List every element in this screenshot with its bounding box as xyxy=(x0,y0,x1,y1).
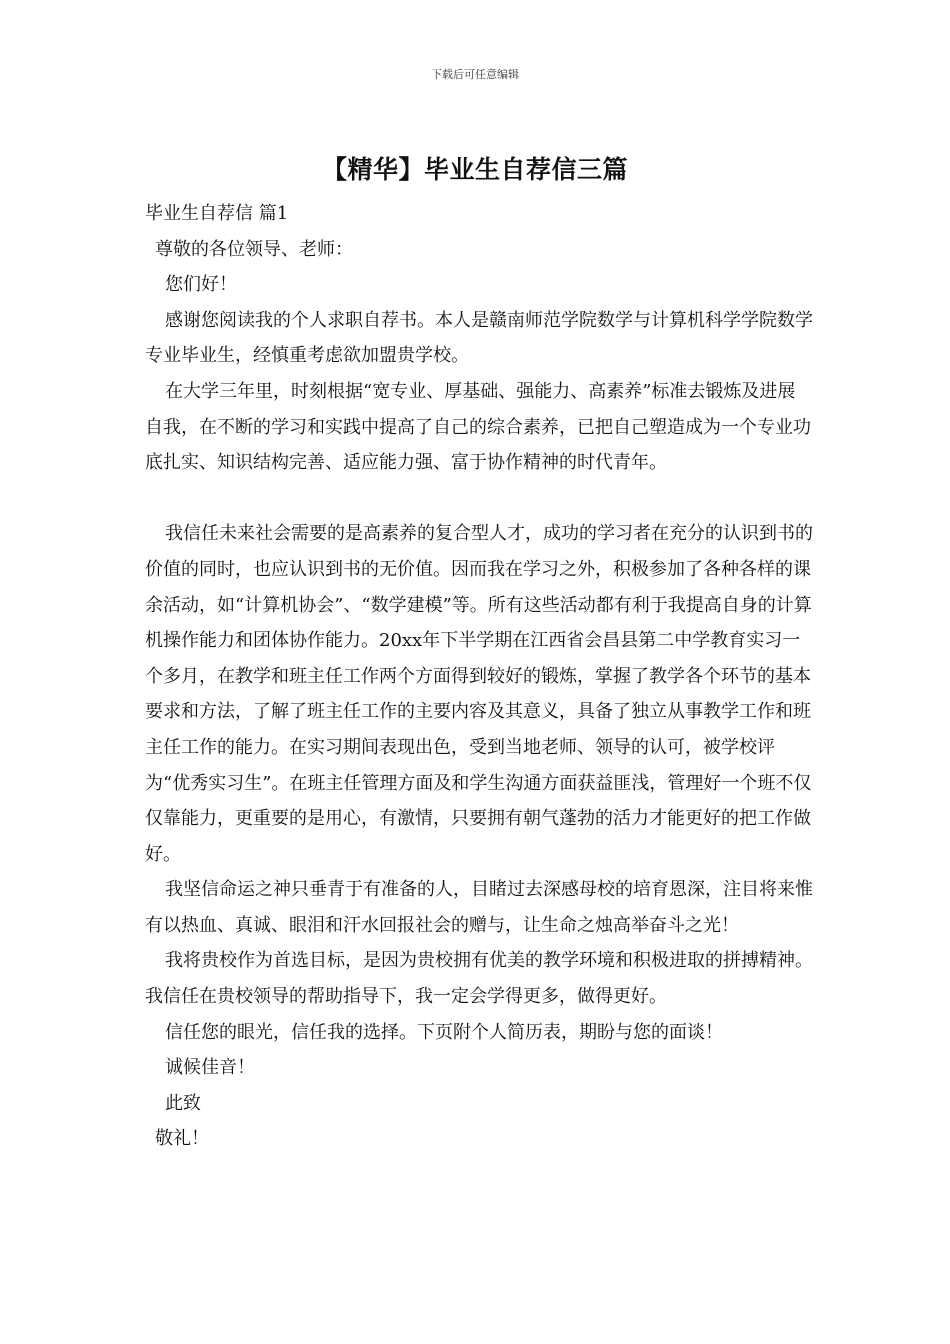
paragraph: 我坚信命运之神只垂青于有准备的人，目睹过去深感母校的培育恩深，注目将来惟有以热血、真诚、眼泪和汗水回报社会的赠与，让生命之烛高举奋斗之光！ xyxy=(145,879,813,936)
closing-li: 敬礼！ xyxy=(155,1128,209,1150)
paragraph: 信任您的眼光，信任我的选择。下页附个人简历表，期盼与您的面谈！ xyxy=(165,1021,723,1043)
closing-wait: 诚候佳音！ xyxy=(165,1057,255,1079)
paragraph: 在大学三年里，时刻根据“宽专业、厚基础、强能力、高素养”标准去锻炼及进展自我，在不断的学习和实践中提高了自己的综合素养，已把自己塑造成为一个专业功底扎实、知识结构完善、适应能力强、富于协作精神的时代青年。 xyxy=(145,380,811,474)
header-note: 下载后可任意编辑 xyxy=(431,68,519,81)
paragraph: 我将贵校作为首选目标，是因为贵校拥有优美的教学环境和积极进取的拼搏精神。我信任在贵校领导的帮助指导下，我一定会学得更多，做得更好。 xyxy=(145,950,813,1008)
letter-body xyxy=(145,196,813,1157)
document-title: 【精华】毕业生自荐信三篇 xyxy=(321,155,628,184)
paragraph: 感谢您阅读我的个人求职自荐书。本人是赣南师范学院数学与计算机科学学院数学专业毕业生，经慎重考虑欲加盟贵学校。 xyxy=(145,309,813,367)
section-heading: 毕业生自荐信 篇1 xyxy=(145,203,289,224)
paragraph: 我信任未来社会需要的是高素养的复合型人才，成功的学习者在充分的认识到书的价值的同时，也应认识到书的无价值。因而我在学习之外，积极参加了各种各样的课余活动，如“计算机协会”、“数学建模”等。所有这些活动都有利于我提高自身的计算机操作能力和团体协作能力。20xx年下半学期在江西省会昌县第二中学教育实习一个多月，在教学和班主任工作两个方面得到较好的锻炼，掌握了教学各个环节的基本要求和方法，了解了班主任工作的主要内容及其意义，具备了独立从事教学工作和班主任工作的能力。在实习期间表现出色，受到当地老师、领导的认可，被学校评为“优秀实习生”。在班主任管理方面及和学生沟通方面获益匪浅，管理好一个班不仅仅靠能力，更重要的是用心，有激情，只要拥有朝气蓬勃的活力才能更好的把工作做好。 xyxy=(145,523,813,865)
greeting: 您们好！ xyxy=(165,274,237,296)
blank-line xyxy=(145,481,813,517)
salutation: 尊敬的各位领导、老师： xyxy=(155,238,353,260)
closing-ci: 此致 xyxy=(165,1092,201,1114)
